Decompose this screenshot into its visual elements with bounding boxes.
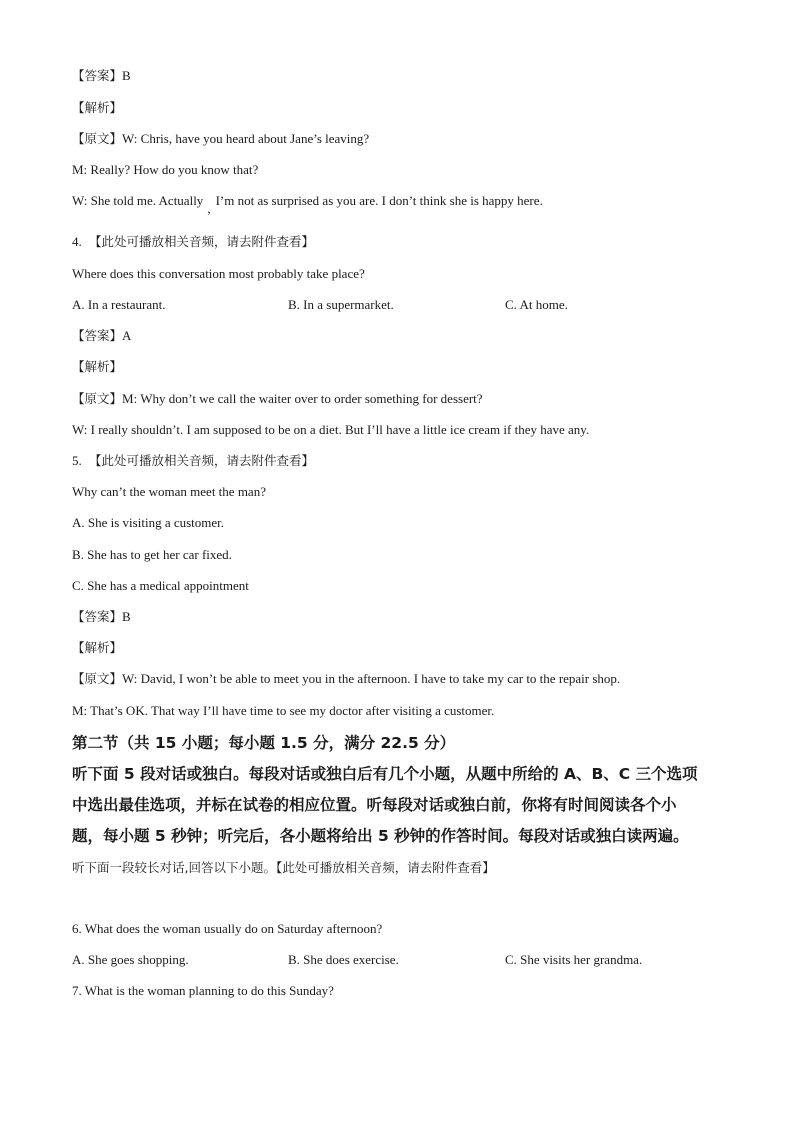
- transcript-text: W: David, I won’t be able to meet you in the afternoon. I have to take my car to the repair shop.: [122, 671, 621, 686]
- answer-value: A: [122, 328, 132, 343]
- q5-option-a: A. She is visiting a customer.: [72, 515, 225, 530]
- transcript-text: I’m not as surprised as you are. I don’t think she is happy here.: [215, 193, 543, 208]
- analysis-tag: 【解析】: [72, 100, 123, 115]
- answer-value: B: [122, 68, 131, 83]
- q5-answer-line: [72, 608, 131, 626]
- q3-transcript-line-2: M: Really? How do you know that?: [72, 162, 259, 177]
- q5-option-c: C. She has a medical appointment: [72, 578, 249, 593]
- q4-question: Where does this conversation most probably take place?: [72, 266, 365, 281]
- section-instruction-line-3: 题，每小题 5 秒钟；听完后，各小题将给出 5 秒钟的作答时间。每段对话或独白读两遍。: [72, 827, 689, 845]
- question-number: 5.: [72, 453, 82, 468]
- q3-answer-line: [72, 67, 131, 85]
- section-heading: 第二节（共 15 小题；每小题 1.5 分，满分 22.5 分）: [72, 734, 456, 752]
- section-audio-note[interactable]: 听下面一段较长对话,回答以下小题。【此处可播放相关音频，请去附件查看】: [72, 860, 495, 875]
- source-tag: 【原文】: [72, 391, 123, 406]
- answer-tag: 【答案】: [72, 328, 123, 343]
- answer-value: B: [122, 609, 131, 624]
- q4-analysis-line: [72, 358, 122, 376]
- audio-note[interactable]: 【此处可播放相关音频，请去附件查看】: [89, 453, 315, 468]
- q4-header: [72, 233, 314, 251]
- q3-transcript-line-3: [72, 192, 543, 216]
- audio-note[interactable]: 【此处可播放相关音频，请去附件查看】: [89, 234, 315, 249]
- transcript-text: W: She told me. Actually: [72, 193, 204, 208]
- q5-question: Why can’t the woman meet the man?: [72, 484, 266, 499]
- q6-option-c: C. She visits her grandma.: [505, 952, 643, 967]
- q5-transcript-line-2: M: That’s OK. That way I’ll have time to see my doctor after visiting a customer.: [72, 703, 495, 718]
- q4-answer-line: [72, 327, 131, 345]
- q6-option-a: A. She goes shopping.: [72, 952, 189, 967]
- answer-tag: 【答案】: [72, 68, 123, 83]
- transcript-text: M: Why don’t we call the waiter over to order something for dessert?: [122, 391, 483, 406]
- q5-option-b: B. She has to get her car fixed.: [72, 547, 232, 562]
- q7-question: 7. What is the woman planning to do this Sunday?: [72, 983, 334, 998]
- analysis-tag: 【解析】: [72, 359, 123, 374]
- question-number: 4.: [72, 234, 82, 249]
- q4-transcript-line-2: W: I really shouldn’t. I am supposed to be on a diet. But I’ll have a little ice cream if they have any.: [72, 422, 590, 437]
- q5-header: [72, 452, 314, 470]
- source-tag: 【原文】: [72, 671, 123, 686]
- q5-transcript-line-1: [72, 670, 620, 688]
- stray-comma: ,: [207, 201, 211, 216]
- answer-tag: 【答案】: [72, 609, 123, 624]
- q3-transcript-line-1: [72, 130, 369, 148]
- q5-analysis-line: [72, 639, 122, 657]
- q4-option-b: B. In a supermarket.: [288, 297, 394, 312]
- q4-option-c: C. At home.: [505, 297, 568, 312]
- q6-option-b: B. She does exercise.: [288, 952, 399, 967]
- q3-analysis-line: [72, 99, 122, 117]
- source-tag: 【原文】: [72, 131, 123, 146]
- q4-transcript-line-1: [72, 390, 483, 408]
- analysis-tag: 【解析】: [72, 640, 123, 655]
- section-instruction-line-2: 中选出最佳选项，并标在试卷的相应位置。听每段对话或独白前，你将有时间阅读各个小: [72, 796, 677, 814]
- transcript-text: W: Chris, have you heard about Jane’s leaving?: [122, 131, 370, 146]
- q6-question: 6. What does the woman usually do on Saturday afternoon?: [72, 921, 383, 936]
- section-instruction-line-1: 听下面 5 段对话或独白。每段对话或独白后有几个小题，从题中所给的 A、B、C 三个选项: [72, 765, 698, 783]
- q4-option-a: A. In a restaurant.: [72, 297, 166, 312]
